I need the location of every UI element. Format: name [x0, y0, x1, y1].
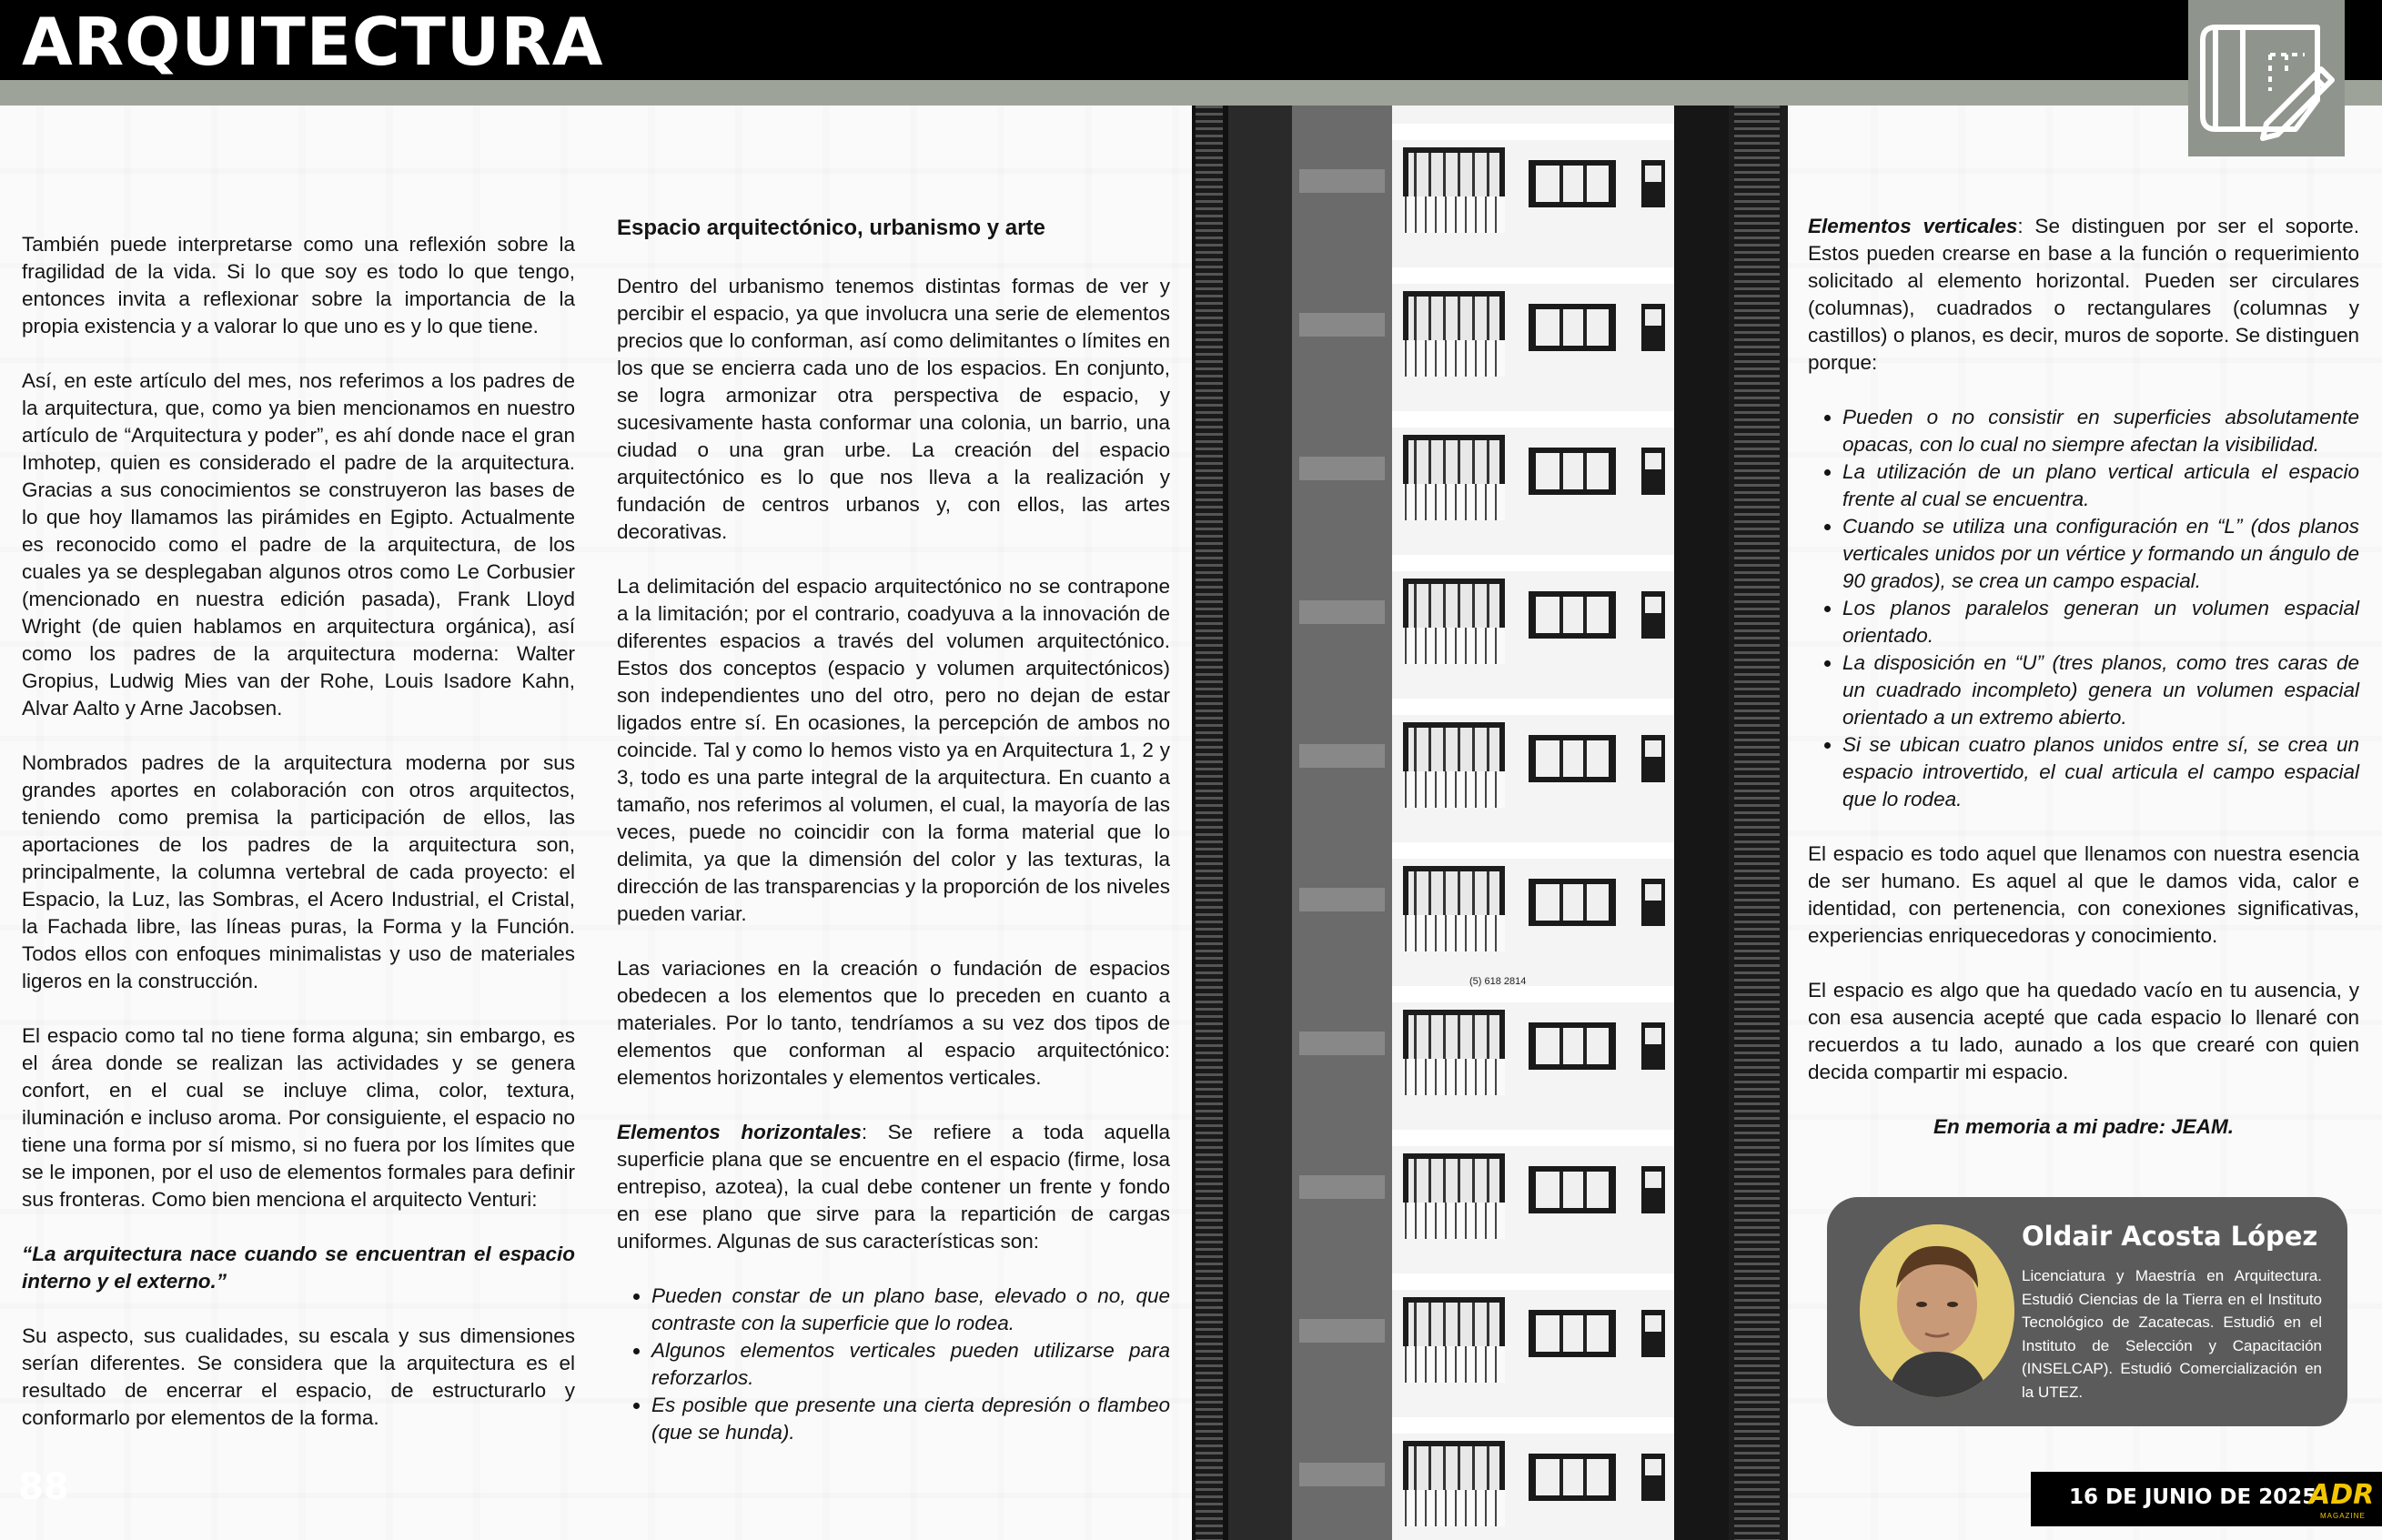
subheading: Espacio arquitectónico, urbanismo y arte [617, 216, 1045, 240]
window-mullion [1443, 1446, 1446, 1490]
balcony-rail [1405, 1203, 1407, 1239]
list-item: • Algunos elementos verticales pueden utilizarse para reforzarlos. [651, 1337, 1170, 1392]
paragraph: El espacio como tal no tiene forma alguna; sin embargo, es el área donde se realizan las actividades y se genera confort, en el cual se incluye clima, color, textura, iluminación e incluso aroma. Por consiguiente, el espacio no tiene una forma por sí mismo, si no fuera por los límites que se le imponen, por el uso de elementos formales para definir sus fronteras. Como bien menciona el arquitecto Venturi: [22, 1024, 575, 1211]
side-window-glass [1645, 1172, 1661, 1188]
list-item: • Es posible que presente una cierta depresión o flambeo (que se hunda). [651, 1392, 1170, 1446]
window-mullion [1583, 309, 1587, 346]
paragraph: Su aspecto, sus cualidades, su escala y sus dimensiones serían diferentes. Se considera que la arquitectura es el resultado de encerrar el espacio, de estructurarlo y conformarlo por elementos de la forma. [22, 1324, 575, 1429]
term-vertical: Elementos verticales [1808, 215, 2018, 237]
bullet-list [1808, 404, 2359, 813]
balcony-rail [1495, 628, 1497, 664]
balcony-rail [1405, 1059, 1407, 1095]
balcony-rail [1445, 915, 1447, 951]
balcony-rail [1415, 771, 1417, 808]
window-mullion [1414, 728, 1417, 771]
window-mullion [1458, 871, 1460, 915]
balcony-rail [1435, 628, 1437, 664]
window-glass [1536, 597, 1609, 633]
floor-slab [1392, 267, 1674, 284]
balcony-rail [1465, 1490, 1467, 1526]
balcony-rail [1465, 1346, 1467, 1383]
window-glass [1408, 440, 1499, 484]
window-mullion [1414, 1159, 1417, 1203]
floor-slab [1392, 842, 1674, 859]
balcony-rail [1455, 771, 1457, 808]
window-mullion [1487, 1303, 1489, 1346]
paragraph: La delimitación del espacio arquitectónico no se contrapone a la limitación; por el contrario, coadyuva a la innovación de diferentes espacios a través del volumen arquitectónico. Estos dos conceptos (espacio y volumen arquitectónicos) son independientes uno del otro, pero no dejan de estar ligados entre sí. En ocasiones, la percepción de ambos no coincide. Tal y como lo hemos visto ya en Arquitectura 1, 2 y 3, todo es una parte integral de la arquitectura. En cuanto a tamaño, nos referimos al volumen, el cual, la mayoría de las veces, puede no coincidir con la forma material que lo delimita, ya que la dimensión del color y las texturas, la dirección de las transparencias y la proporción de los niveles pueden variar. [617, 575, 1170, 925]
neighbor-facade [1299, 1463, 1385, 1486]
window-mullion [1583, 597, 1587, 633]
balcony-rail [1485, 1203, 1487, 1239]
window-glass [1536, 1459, 1609, 1495]
window-mullion [1583, 884, 1587, 921]
balcony-rail [1415, 1203, 1417, 1239]
balcony-rail [1445, 1346, 1447, 1383]
paragraph: Dentro del urbanismo tenemos distintas formas de ver y percibir el espacio, ya que involucra una serie de elementos precios que lo conforman, así como delimitantes o límites en los que se encierra cada uno de los espacios. En conjunto, se logra armonizar otra perspectiva de espacio, y sucesivamente hasta conformar una colonia, un barrio, una ciudad o una gran urbe. La creación del espacio arquitectónico es lo que nos lleva a la realización y fundación de centros urbanos y, con ellos, las artes decorativas. [617, 275, 1170, 543]
window-mullion [1443, 1159, 1446, 1203]
window-mullion [1472, 1015, 1475, 1059]
neighbor-facade [1299, 313, 1385, 337]
balcony [1403, 340, 1505, 377]
window-mullion [1472, 584, 1475, 628]
balcony-rail [1455, 196, 1457, 233]
window-mullion [1583, 1172, 1587, 1208]
balcony-rail [1425, 196, 1427, 233]
window-mullion [1443, 1303, 1446, 1346]
window-mullion [1458, 297, 1460, 340]
window-mullion [1414, 1446, 1417, 1490]
balcony-rail [1455, 628, 1457, 664]
floor-slab [1392, 1130, 1674, 1146]
article-column-1 [22, 231, 575, 1459]
window-mullion [1458, 584, 1460, 628]
side-window-glass [1645, 740, 1661, 757]
balcony-rail [1455, 1490, 1457, 1526]
balcony [1403, 484, 1505, 520]
window-glass [1408, 871, 1499, 915]
window-mullion [1472, 728, 1475, 771]
balcony-rail [1495, 771, 1497, 808]
window-mullion [1583, 1459, 1587, 1495]
balcony-rail [1475, 1346, 1477, 1383]
side-window-glass [1645, 1028, 1661, 1044]
balcony-rail [1445, 628, 1447, 664]
balcony-rail [1425, 1490, 1427, 1526]
list-item: • La utilización de un plano vertical articula el espacio frente al cual se encuentra. [1842, 458, 2359, 513]
balcony-rail [1435, 771, 1437, 808]
section-header [0, 0, 2382, 80]
balcony-rail [1475, 1490, 1477, 1526]
list-item: • Los planos paralelos generan un volumen espacial orientado. [1842, 595, 2359, 649]
balcony-rail [1405, 915, 1407, 951]
balcony [1403, 1346, 1505, 1383]
window-mullion [1443, 440, 1446, 484]
balcony-rail [1405, 771, 1407, 808]
footer-date-bar [2031, 1472, 2382, 1526]
paragraph: Nombrados padres de la arquitectura moderna por sus grandes aportes en colaboración con otros arquitectos, teniendo como premisa la participación de ellos, las aportaciones de los padres de la arquitectura son, principalmente, la columna vertebral de cada proyecto: el Espacio, la Luz, las Sombras, el Acero Industrial, el Cristal, la Fachada libre, las líneas puras, la Forma y la Función. Todos ellos con enfoques minimalistas y uso de materiales ligeros en la construcción. [22, 751, 575, 992]
balcony-rail [1435, 484, 1437, 520]
balcony-rail [1475, 340, 1477, 377]
balcony-rail [1435, 340, 1437, 377]
balcony-rail [1475, 484, 1477, 520]
balcony-rail [1425, 1346, 1427, 1383]
balcony-rail [1465, 915, 1467, 951]
author-avatar [1860, 1224, 2014, 1397]
window-mullion [1443, 728, 1446, 771]
window-mullion [1472, 1446, 1475, 1490]
side-window-glass [1645, 1315, 1661, 1332]
window-mullion [1583, 1315, 1587, 1352]
window-glass [1408, 153, 1499, 196]
floor-slab [1392, 1417, 1674, 1434]
window-mullion [1487, 1015, 1489, 1059]
balcony-rail [1445, 340, 1447, 377]
window-glass [1536, 1172, 1609, 1208]
balcony-rail [1405, 340, 1407, 377]
window-mullion [1472, 440, 1475, 484]
window-mullion [1583, 1028, 1587, 1064]
balcony-rail [1405, 628, 1407, 664]
balcony-rail [1435, 1059, 1437, 1095]
window-mullion [1559, 453, 1563, 489]
window-mullion [1428, 871, 1431, 915]
balcony-rail [1425, 628, 1427, 664]
balcony-rail [1435, 1490, 1437, 1526]
balcony-rail [1445, 1059, 1447, 1095]
balcony-rail [1495, 484, 1497, 520]
balcony-rail [1475, 1203, 1477, 1239]
floor-slab [1392, 411, 1674, 428]
neighbor-facade [1299, 600, 1385, 624]
window-mullion [1487, 1446, 1489, 1490]
window-glass [1536, 740, 1609, 777]
blueprint-pencil-icon [2188, 0, 2345, 156]
window-mullion [1472, 1159, 1475, 1203]
window-mullion [1443, 584, 1446, 628]
balcony-rail [1405, 1490, 1407, 1526]
balcony-rail [1445, 771, 1447, 808]
window-mullion [1559, 166, 1563, 202]
list-item: • Cuando se utiliza una configuración en “L” (dos planos verticales unidos por un vértice y formando un ángulo de 90 grados), se crea un campo espacial. [1842, 513, 2359, 595]
window-mullion [1472, 871, 1475, 915]
balcony-rail [1425, 484, 1427, 520]
window-glass [1536, 453, 1609, 489]
window-glass [1536, 1315, 1609, 1352]
balcony-rail [1415, 1346, 1417, 1383]
window-mullion [1443, 1015, 1446, 1059]
window-glass [1536, 166, 1609, 202]
author-bio: Licenciatura y Maestría en Arquitectura. Estudió Ciencias de la Tierra en el Instituto Tecnológico de Zacatecas. Estudió en el Instituto de Selección y Capacitación (INSELCAP). Estudió Comercialización en la UTEZ. [2022, 1267, 2322, 1401]
article-column-2 [617, 215, 1170, 1474]
balcony-rail [1425, 340, 1427, 377]
balcony-rail [1455, 1346, 1457, 1383]
paragraph [617, 1119, 1170, 1255]
balcony-rail [1405, 484, 1407, 520]
author-name: Oldair Acosta López [2022, 1221, 2318, 1252]
window-mullion [1428, 1303, 1431, 1346]
balcony-rail [1495, 915, 1497, 951]
balcony-rail [1495, 196, 1497, 233]
window-mullion [1428, 153, 1431, 196]
window-glass [1408, 297, 1499, 340]
balcony [1403, 771, 1505, 808]
bullet-list [617, 1283, 1170, 1446]
side-window-glass [1645, 1459, 1661, 1475]
balcony-rail [1425, 1203, 1427, 1239]
balcony-rail [1495, 340, 1497, 377]
balcony-rail [1435, 196, 1437, 233]
building-photo [1192, 106, 1788, 1540]
floor-slab [1392, 699, 1674, 715]
balcony-rail [1495, 1059, 1497, 1095]
balcony-rail [1485, 484, 1487, 520]
balcony-rail [1465, 1203, 1467, 1239]
floor-slab [1392, 1273, 1674, 1290]
window-mullion [1428, 297, 1431, 340]
window-mullion [1443, 871, 1446, 915]
window-mullion [1458, 1303, 1460, 1346]
paragraph [1808, 213, 2359, 377]
balcony-rail [1415, 484, 1417, 520]
neighbor-facade [1299, 744, 1385, 768]
window-mullion [1458, 440, 1460, 484]
neighbor-facade [1299, 1032, 1385, 1055]
window-mullion [1487, 297, 1489, 340]
balcony-rail [1425, 771, 1427, 808]
balcony-rail [1445, 196, 1447, 233]
balcony-rail [1475, 628, 1477, 664]
window-mullion [1458, 728, 1460, 771]
window-mullion [1428, 584, 1431, 628]
window-mullion [1428, 728, 1431, 771]
paragraph: El espacio es todo aquel que llenamos con nuestra esencia de ser humano. Es aquel al que le damos vida, calor e identidad, con pertenencia, con conexiones significativas, experiencias enriquecedoras y conocimiento. [1808, 842, 2359, 947]
paragraph: También puede interpretarse como una reflexión sobre la fragilidad de la vida. Si lo que soy es todo lo que tengo, entonces invita a reflexionar sobre la importancia de la propia existencia y a valorar lo que uno es y lo que tiene. [22, 233, 575, 337]
balcony-rail [1495, 1346, 1497, 1383]
neighbor-facade [1299, 1175, 1385, 1199]
balcony-rail [1415, 1059, 1417, 1095]
window-mullion [1414, 440, 1417, 484]
window-mullion [1487, 1159, 1489, 1203]
balcony-rail [1445, 484, 1447, 520]
balcony-rail [1485, 340, 1487, 377]
dedication: En memoria a mi padre: JEAM. [1933, 1115, 2235, 1138]
window-mullion [1487, 871, 1489, 915]
window-mullion [1487, 440, 1489, 484]
window-mullion [1458, 1446, 1460, 1490]
window-glass [1536, 1028, 1609, 1064]
window-mullion [1487, 728, 1489, 771]
window-mullion [1428, 440, 1431, 484]
balcony-rail [1485, 771, 1487, 808]
balcony-rail [1415, 340, 1417, 377]
window-mullion [1414, 1303, 1417, 1346]
paragraph-text: : Se distinguen por ser el soporte. Estos pueden crearse en base a la función o requerimiento solicitado al elemento horizontal. Pueden ser circulares (columnas), cuadrados o rectangulares (columnas y castillos) o planos, es decir, muros de soporte. Se distinguen porque: [1808, 215, 2359, 374]
window-mullion [1414, 1015, 1417, 1059]
window-mullion [1428, 1446, 1431, 1490]
balcony-rail [1465, 628, 1467, 664]
balcony-rail [1485, 196, 1487, 233]
window-mullion [1443, 153, 1446, 196]
window-mullion [1559, 1315, 1563, 1352]
balcony [1403, 628, 1505, 664]
balcony [1403, 1490, 1505, 1526]
balcony-rail [1435, 915, 1437, 951]
balcony [1403, 1059, 1505, 1095]
window-mullion [1414, 153, 1417, 196]
balcony-rail [1455, 340, 1457, 377]
window-mullion [1583, 166, 1587, 202]
balcony-rail [1415, 915, 1417, 951]
window-mullion [1559, 309, 1563, 346]
balcony-rail [1405, 196, 1407, 233]
term-horizontal: Elementos horizontales [617, 1121, 862, 1143]
list-item: • Pueden o no consistir en superficies absolutamente opacas, con lo cual no siempre afectan la visibilidad. [1842, 404, 2359, 458]
neighbor-facade [1299, 457, 1385, 480]
window-mullion [1458, 1015, 1460, 1059]
neighbor-facade [1299, 1319, 1385, 1343]
window-mullion [1559, 1172, 1563, 1208]
balcony-rail [1455, 484, 1457, 520]
window-mullion [1458, 1159, 1460, 1203]
window-mullion [1487, 153, 1489, 196]
balcony-rail [1485, 1346, 1487, 1383]
balcony-rail [1465, 484, 1467, 520]
balcony-rail [1425, 1059, 1427, 1095]
balcony-rail [1455, 915, 1457, 951]
balcony-rail [1485, 915, 1487, 951]
window-mullion [1559, 597, 1563, 633]
balcony-rail [1435, 1203, 1437, 1239]
window-glass [1536, 884, 1609, 921]
window-mullion [1559, 740, 1563, 777]
author-card [1827, 1197, 2347, 1426]
balcony [1403, 1203, 1505, 1239]
window-glass [1408, 1303, 1499, 1346]
issue-date: 16 DE JUNIO DE 2025 [2069, 1485, 2317, 1509]
magazine-logo: ADR [2309, 1479, 2375, 1511]
side-window-glass [1645, 884, 1661, 901]
header-band [0, 80, 2382, 106]
balcony-rail [1475, 1059, 1477, 1095]
window-mullion [1559, 1028, 1563, 1064]
balcony-rail [1485, 1059, 1487, 1095]
list-item: • Pueden constar de un plano base, elevado o no, que contraste con la superficie que lo rodea. [651, 1283, 1170, 1337]
balcony-rail [1465, 196, 1467, 233]
floor-slab [1392, 124, 1674, 140]
window-mullion [1487, 584, 1489, 628]
window-mullion [1458, 153, 1460, 196]
list-item: • La disposición en “U” (tres planos, como tres caras de un cuadrado incompleto) genera un volumen espacial orientado a un extremo abierto. [1842, 649, 2359, 731]
balcony-rail [1435, 1346, 1437, 1383]
balcony-rail [1465, 771, 1467, 808]
balcony-rail [1415, 628, 1417, 664]
section-title: ARQUITECTURA [22, 4, 604, 80]
window-mullion [1559, 1459, 1563, 1495]
balcony-rail [1495, 1490, 1497, 1526]
paragraph-text: : Se refiere a toda aquella superficie plana que se encuentre en el espacio (firme, losa entrepiso, azotea), la cual debe contener un frente y fondo en ese plano que sirve para la repartición de cargas uniformes. Algunas de sus características son: [617, 1121, 1170, 1253]
window-mullion [1443, 297, 1446, 340]
floor-slab [1392, 555, 1674, 571]
window-mullion [1583, 453, 1587, 489]
balcony-rail [1415, 196, 1417, 233]
list-item: • Si se ubican cuatro planos unidos entre sí, se crea un espacio introvertido, el cual articula el campo espacial que lo rodea. [1842, 731, 2359, 813]
balcony-rail [1475, 196, 1477, 233]
floor-slab [1392, 986, 1674, 1002]
window-glass [1536, 309, 1609, 346]
balcony-rail [1475, 771, 1477, 808]
balcony [1403, 196, 1505, 233]
window-mullion [1559, 884, 1563, 921]
window-glass [1408, 728, 1499, 771]
balcony-rail [1405, 1346, 1407, 1383]
balcony-rail [1475, 915, 1477, 951]
magazine-logo-sub: MAGAZINE [2320, 1512, 2366, 1520]
balcony-rail [1495, 1203, 1497, 1239]
balcony-rail [1415, 1490, 1417, 1526]
window-mullion [1414, 584, 1417, 628]
side-window-glass [1645, 453, 1661, 469]
balcony-rail [1455, 1203, 1457, 1239]
neighbor-facade [1299, 888, 1385, 911]
page-number: 88 [18, 1466, 69, 1508]
balcony-rail [1455, 1059, 1457, 1095]
balcony-rail [1445, 1490, 1447, 1526]
building-sign: (5) 618 2814 [1469, 976, 1527, 987]
window-glass [1408, 584, 1499, 628]
balcony [1403, 915, 1505, 951]
side-window-glass [1645, 166, 1661, 182]
balcony-rail [1465, 340, 1467, 377]
window-mullion [1472, 297, 1475, 340]
balcony-rail [1445, 1203, 1447, 1239]
window-mullion [1428, 1159, 1431, 1203]
paragraph: Así, en este artículo del mes, nos referimos a los padres de la arquitectura, que, como ya bien mencionamos en nuestro artículo de “Arquitectura y poder”, es ahí donde nace el gran Imhotep, quien es considerado el padre de la arquitectura. Gracias a sus conocimientos se construyeron las bases de lo que hoy llamamos las pirámides en Egipto. Actualmente es reconocido como el padre de la arquitectura, de los cuales ya se desplegaban algunos otros como Le Corbusier (mencionado en nuestra edición pasada), Frank Lloyd Wright (de quien hablamos en arquitectura orgánica), así como los padres de la arquitectura moderna: Walter Gropius, Ludwig Mies van der Rohe, Louis Isadore Kahn, Alvar Aalto y Arne Jacobsen. [22, 369, 575, 720]
window-mullion [1472, 1303, 1475, 1346]
window-mullion [1428, 1015, 1431, 1059]
window-glass [1408, 1159, 1499, 1203]
balcony-rail [1485, 628, 1487, 664]
window-mullion [1414, 297, 1417, 340]
window-mullion [1414, 871, 1417, 915]
side-window-glass [1645, 597, 1661, 613]
paragraph: Las variaciones en la creación o fundación de espacios obedecen a los elementos que lo preceden en cuanto a materiales. Por lo tanto, tendríamos a su vez dos tipos de elementos que conforman al espacio arquitectónico: elementos horizontales y elementos verticales. [617, 957, 1170, 1089]
window-mullion [1472, 153, 1475, 196]
balcony-rail [1485, 1490, 1487, 1526]
neighbor-facade [1299, 169, 1385, 193]
window-mullion [1583, 740, 1587, 777]
article-column-3 [1808, 213, 2359, 1168]
window-glass [1408, 1446, 1499, 1490]
balcony-rail [1465, 1059, 1467, 1095]
window-glass [1408, 1015, 1499, 1059]
venturi-quote: “La arquitectura nace cuando se encuentran el espacio interno y el externo.” [22, 1243, 575, 1293]
balcony-rail [1425, 915, 1427, 951]
side-window-glass [1645, 309, 1661, 326]
paragraph: El espacio es algo que ha quedado vacío en tu ausencia, y con esa ausencia acepté que cada espacio lo llenaré con recuerdos a tu lado, aunado a los que crearé con quien decida compartir mi espacio. [1808, 979, 2359, 1083]
